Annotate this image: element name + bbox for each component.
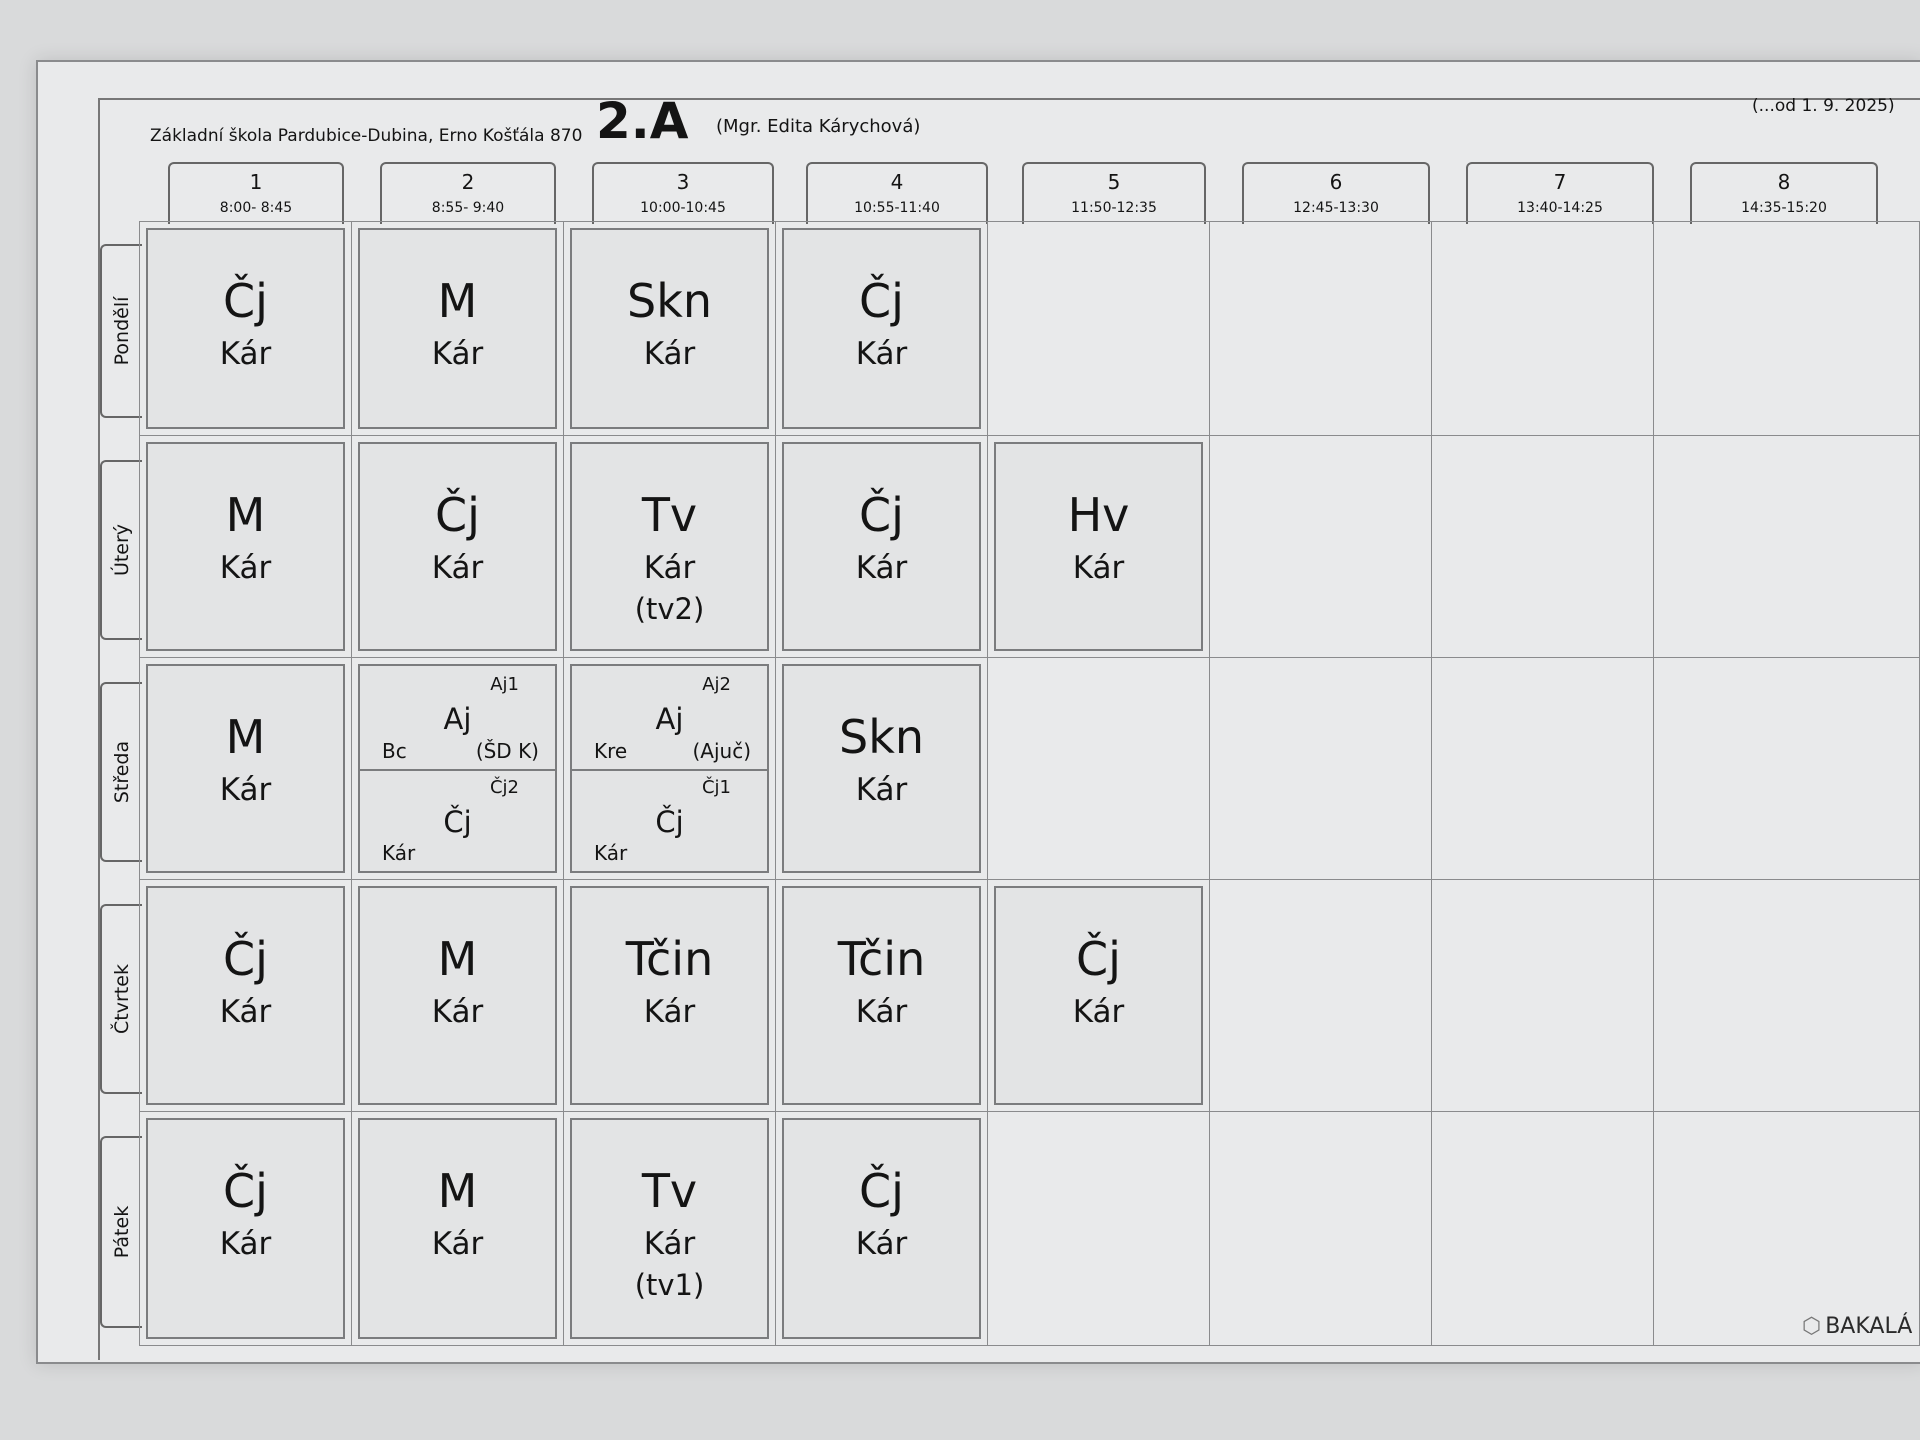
slot-tue-6 bbox=[1209, 435, 1432, 658]
day-label-text: Pondělí bbox=[111, 296, 133, 366]
slot-mon-7 bbox=[1431, 221, 1654, 436]
lesson-subject: Čj bbox=[223, 932, 268, 986]
slot-wed-2 bbox=[351, 657, 564, 880]
group-label: Čj1 bbox=[701, 776, 731, 798]
slot-fri-2 bbox=[351, 1111, 564, 1346]
lesson-subject: Čj bbox=[655, 804, 684, 839]
slot-wed-1 bbox=[139, 657, 352, 880]
period-number: 7 bbox=[1553, 170, 1567, 194]
lesson-card bbox=[570, 228, 769, 429]
slot-mon-4 bbox=[775, 221, 988, 436]
lesson-subject: M bbox=[437, 1164, 478, 1218]
period-number: 2 bbox=[461, 170, 475, 194]
lesson-teacher: Kár bbox=[643, 994, 696, 1030]
period-number: 4 bbox=[890, 170, 904, 194]
lesson-subject: M bbox=[225, 488, 266, 542]
slot-mon-3 bbox=[563, 221, 776, 436]
lesson-card bbox=[358, 886, 557, 1105]
slot-mon-8 bbox=[1653, 221, 1920, 436]
lesson-subject: Čj bbox=[859, 274, 904, 328]
lesson-teacher: Kár bbox=[1072, 994, 1125, 1030]
lesson-group: (tv1) bbox=[634, 1268, 705, 1302]
lesson-subject: Tv bbox=[641, 1164, 698, 1218]
lesson-subject: Tv bbox=[641, 488, 698, 542]
lesson-subject: M bbox=[225, 710, 266, 764]
slot-wed-7 bbox=[1431, 657, 1654, 880]
lesson-card bbox=[146, 1118, 345, 1339]
slot-wed-3 bbox=[563, 657, 776, 880]
lesson-subject: Čj bbox=[223, 274, 268, 328]
lesson-subject: Aj bbox=[655, 702, 684, 736]
lesson-card bbox=[782, 886, 981, 1105]
slot-thu-1 bbox=[139, 879, 352, 1112]
day-label-friday bbox=[100, 1136, 142, 1328]
slot-thu-4 bbox=[775, 879, 988, 1112]
lesson-teacher: Kár bbox=[1072, 550, 1125, 586]
slot-thu-7 bbox=[1431, 879, 1654, 1112]
lesson-teacher: Kár bbox=[855, 1226, 908, 1262]
group-lesson-top bbox=[360, 666, 555, 771]
period-time: 12:45-13:30 bbox=[1293, 200, 1379, 216]
period-header-1 bbox=[168, 162, 344, 224]
lesson-card bbox=[782, 664, 981, 873]
lesson-card bbox=[994, 442, 1203, 651]
period-number: 5 bbox=[1107, 170, 1121, 194]
slot-mon-1 bbox=[139, 221, 352, 436]
slot-wed-6 bbox=[1209, 657, 1432, 880]
split-lesson-card bbox=[358, 664, 557, 873]
lesson-teacher: Kár bbox=[431, 336, 484, 372]
lesson-card bbox=[358, 228, 557, 429]
lesson-teacher: Kár bbox=[855, 336, 908, 372]
hexagon-icon: ⬡ bbox=[1802, 1314, 1822, 1339]
period-header-4 bbox=[806, 162, 988, 224]
slot-thu-2 bbox=[351, 879, 564, 1112]
slot-tue-5 bbox=[987, 435, 1210, 658]
lesson-subject: Skn bbox=[839, 710, 924, 764]
slot-fri-3 bbox=[563, 1111, 776, 1346]
lesson-subject: M bbox=[437, 274, 478, 328]
slot-mon-5 bbox=[987, 221, 1210, 436]
slot-mon-2 bbox=[351, 221, 564, 436]
slot-mon-6 bbox=[1209, 221, 1432, 436]
day-label-tuesday bbox=[100, 460, 142, 640]
lesson-subject: Čj bbox=[223, 1164, 268, 1218]
slot-fri-4 bbox=[775, 1111, 988, 1346]
slot-fri-6 bbox=[1209, 1111, 1432, 1346]
day-label-text: Středa bbox=[111, 740, 133, 804]
lesson-teacher: Kár bbox=[382, 841, 416, 865]
lesson-card bbox=[570, 442, 769, 651]
lesson-teacher: Kár bbox=[219, 336, 272, 372]
lesson-teacher: Kár bbox=[219, 550, 272, 586]
lesson-room: (Ajuč) bbox=[692, 738, 751, 763]
timetable-grid bbox=[140, 222, 1920, 1346]
lesson-teacher: Kár bbox=[855, 772, 908, 808]
lesson-teacher: Kár bbox=[643, 1226, 696, 1262]
period-number: 3 bbox=[676, 170, 690, 194]
split-lesson-card bbox=[570, 664, 769, 873]
class-teacher: (Mgr. Edita Kárychová) bbox=[716, 116, 921, 137]
lesson-card bbox=[782, 228, 981, 429]
group-label: Aj2 bbox=[702, 674, 731, 695]
lesson-subject: Aj bbox=[443, 702, 472, 736]
period-time: 8:55- 9:40 bbox=[431, 200, 505, 216]
period-header-3 bbox=[592, 162, 774, 224]
lesson-teacher: Kár bbox=[643, 550, 696, 586]
class-name: 2.A bbox=[596, 92, 689, 150]
slot-wed-4 bbox=[775, 657, 988, 880]
lesson-teacher: Kár bbox=[594, 841, 628, 865]
day-label-text: Čtvrtek bbox=[111, 964, 133, 1034]
slot-thu-6 bbox=[1209, 879, 1432, 1112]
period-time: 13:40-14:25 bbox=[1517, 200, 1603, 216]
lesson-card bbox=[570, 1118, 769, 1339]
group-lesson-top bbox=[572, 666, 767, 771]
slot-tue-2 bbox=[351, 435, 564, 658]
lesson-card bbox=[146, 228, 345, 429]
slot-thu-5 bbox=[987, 879, 1210, 1112]
period-header-5 bbox=[1022, 162, 1206, 224]
lesson-card bbox=[570, 886, 769, 1105]
group-label: Aj1 bbox=[490, 674, 519, 695]
group-label: Čj2 bbox=[489, 776, 519, 798]
slot-tue-8 bbox=[1653, 435, 1920, 658]
period-time: 14:35-15:20 bbox=[1741, 200, 1827, 216]
period-number: 6 bbox=[1329, 170, 1343, 194]
slot-tue-4 bbox=[775, 435, 988, 658]
lesson-card bbox=[146, 886, 345, 1105]
lesson-subject: M bbox=[437, 932, 478, 986]
period-header-7 bbox=[1466, 162, 1654, 224]
lesson-teacher: Bc bbox=[382, 738, 407, 763]
slot-wed-5 bbox=[987, 657, 1210, 880]
slot-tue-7 bbox=[1431, 435, 1654, 658]
slot-thu-8 bbox=[1653, 879, 1920, 1112]
lesson-card bbox=[146, 442, 345, 651]
period-time: 11:50-12:35 bbox=[1071, 200, 1157, 216]
slot-fri-5 bbox=[987, 1111, 1210, 1346]
period-number: 8 bbox=[1777, 170, 1791, 194]
period-header-6 bbox=[1242, 162, 1430, 224]
period-header-8 bbox=[1690, 162, 1878, 224]
lesson-subject: Tčin bbox=[625, 932, 714, 986]
lesson-teacher: Kár bbox=[431, 550, 484, 586]
lesson-teacher: Kár bbox=[431, 1226, 484, 1262]
lesson-subject: Hv bbox=[1067, 488, 1130, 542]
day-label-text: Úterý bbox=[111, 523, 133, 577]
lesson-teacher: Kár bbox=[855, 994, 908, 1030]
day-label-thursday bbox=[100, 904, 142, 1094]
bakalari-logo bbox=[1802, 1314, 1912, 1339]
lesson-teacher: Kár bbox=[219, 772, 272, 808]
lesson-teacher: Kár bbox=[431, 994, 484, 1030]
lesson-subject: Čj bbox=[859, 488, 904, 542]
lesson-teacher: Kár bbox=[219, 994, 272, 1030]
lesson-subject: Čj bbox=[1076, 932, 1121, 986]
period-time: 10:00-10:45 bbox=[640, 200, 726, 216]
lesson-subject: Čj bbox=[859, 1164, 904, 1218]
period-time: 8:00- 8:45 bbox=[219, 200, 293, 216]
slot-wed-8 bbox=[1653, 657, 1920, 880]
lesson-room: (ŠD K) bbox=[475, 738, 539, 763]
logo-text: BAKALÁ bbox=[1825, 1314, 1913, 1339]
lesson-card bbox=[782, 442, 981, 651]
lesson-card bbox=[358, 442, 557, 651]
group-lesson-bottom bbox=[360, 769, 555, 872]
lesson-card bbox=[358, 1118, 557, 1339]
slot-thu-3 bbox=[563, 879, 776, 1112]
lesson-card bbox=[994, 886, 1203, 1105]
lesson-subject: Čj bbox=[443, 804, 472, 839]
lesson-subject: Čj bbox=[435, 488, 480, 542]
slot-fri-7 bbox=[1431, 1111, 1654, 1346]
lesson-teacher: Kár bbox=[219, 1226, 272, 1262]
day-label-wednesday bbox=[100, 682, 142, 862]
day-label-text: Pátek bbox=[111, 1205, 133, 1259]
school-name: Základní škola Pardubice-Dubina, Erno Košťála 870 bbox=[150, 126, 583, 146]
slot-tue-3 bbox=[563, 435, 776, 658]
lesson-card bbox=[146, 664, 345, 873]
period-header-2 bbox=[380, 162, 556, 224]
lesson-group: (tv2) bbox=[634, 592, 705, 626]
lesson-subject: Skn bbox=[627, 274, 712, 328]
group-lesson-bottom bbox=[572, 769, 767, 872]
lesson-card bbox=[782, 1118, 981, 1339]
valid-from: (...od 1. 9. 2025) bbox=[1752, 96, 1895, 116]
period-number: 1 bbox=[249, 170, 263, 194]
period-time: 10:55-11:40 bbox=[854, 200, 940, 216]
day-label-monday bbox=[100, 244, 142, 418]
lesson-teacher: Kre bbox=[594, 738, 628, 763]
slot-tue-1 bbox=[139, 435, 352, 658]
lesson-teacher: Kár bbox=[643, 336, 696, 372]
slot-fri-1 bbox=[139, 1111, 352, 1346]
lesson-subject: Tčin bbox=[837, 932, 926, 986]
slot-fri-8 bbox=[1653, 1111, 1920, 1346]
lesson-teacher: Kár bbox=[855, 550, 908, 586]
